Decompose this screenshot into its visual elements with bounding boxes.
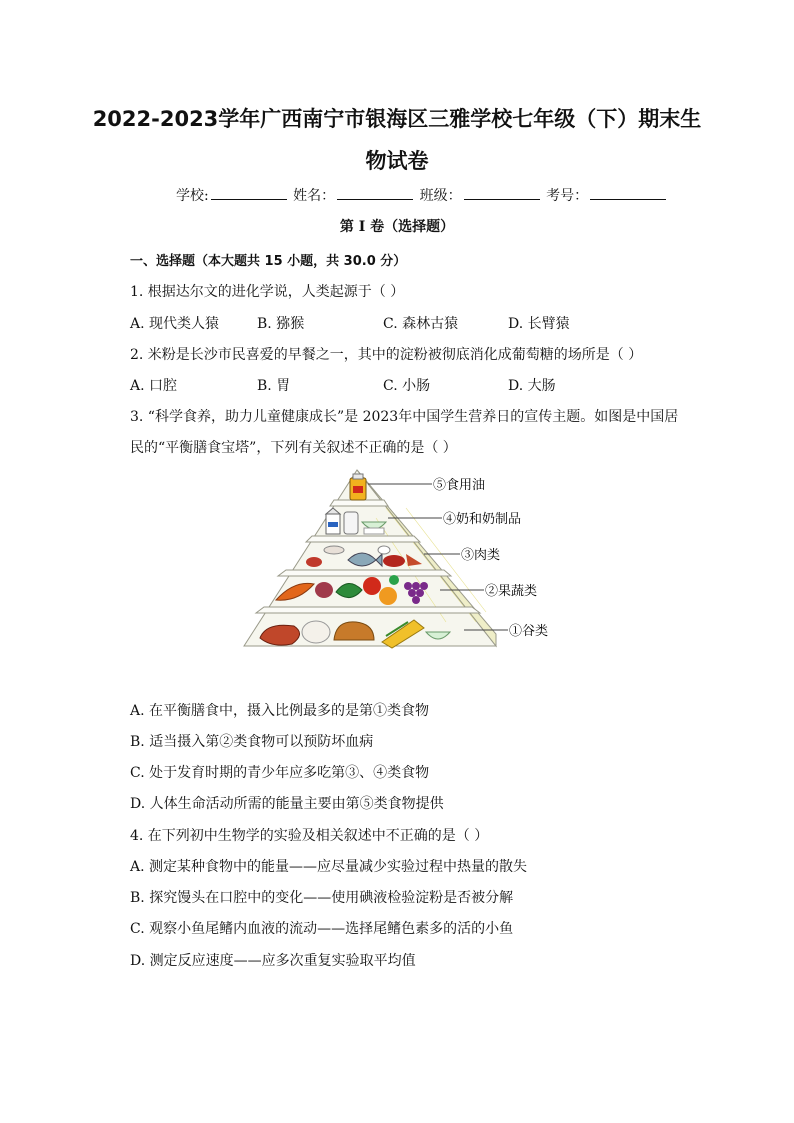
question-1-option-a: A. 现代类人猿 <box>130 316 220 332</box>
name-label: 姓名： <box>293 188 336 204</box>
question-3-option-a: A. 在平衡膳食中，摄入比例最多的是第①类食物 <box>130 703 430 719</box>
food-pyramid-figure <box>236 462 566 658</box>
question-2-option-d: D. 大肠 <box>508 378 556 394</box>
question-4-option-d: D. 测定反应速度——应多次重复实验取平均值 <box>130 953 416 969</box>
exam-title-line-2: 物试卷 <box>365 149 429 173</box>
school-blank <box>211 187 287 200</box>
oil-bottle-icon <box>350 474 366 500</box>
pyramid-label-oil: ⑤食用油 <box>433 478 486 493</box>
section-title: 第 I 卷（选择题） <box>339 219 455 235</box>
question-3-stem-line-2: 民的“平衡膳食宝塔”，下列有关叙述不正确的是（ ） <box>130 440 457 456</box>
question-2-option-b: B. 胃 <box>257 378 291 394</box>
question-2-option-a: A. 口腔 <box>130 378 178 394</box>
pyramid-label-grains: ①谷类 <box>509 624 549 639</box>
question-4-option-c: C. 观察小鱼尾鳍内血液的流动——选择尾鳍色素多的活的小鱼 <box>130 921 514 937</box>
exam-title-line-1: 2022-2023学年广西南宁市银海区三雅学校七年级（下）期末生 <box>92 107 702 131</box>
exam-number-blank <box>590 187 666 200</box>
exam-number-label: 考号： <box>546 188 589 204</box>
class-blank <box>464 187 540 200</box>
pyramid-label-fruit-veg: ②果蔬类 <box>485 584 538 599</box>
question-4-option-a: A. 测定某种食物中的能量——应尽量减少实验过程中热量的散失 <box>130 859 528 875</box>
student-info-row <box>176 185 668 205</box>
part-heading: 一、选择题（本大题共 15 小题，共 30.0 分） <box>130 254 407 269</box>
question-1-option-c: C. 森林古猿 <box>383 316 459 332</box>
class-label: 班级： <box>419 188 462 204</box>
question-3-stem-line-1: 3. “科学食养，助力儿童健康成长”是 2023年中国学生营养日的宣传主题。如图是中国居 <box>130 409 679 425</box>
question-3-option-c: C. 处于发育时期的青少年应多吃第③、④类食物 <box>130 765 430 781</box>
question-1-option-b: B. 猕猴 <box>257 316 305 332</box>
name-blank <box>337 187 413 200</box>
question-3-option-b: B. 适当摄入第②类食物可以预防坏血病 <box>130 734 374 750</box>
question-2-option-c: C. 小肠 <box>383 378 431 394</box>
question-1-stem: 1. 根据达尔文的进化学说，人类起源于（ ） <box>130 284 405 300</box>
school-label: 学校: <box>176 188 209 204</box>
question-1-option-d: D. 长臂猿 <box>508 316 570 332</box>
pyramid-label-meat: ③肉类 <box>461 548 501 563</box>
question-2-stem: 2. 米粉是长沙市民喜爱的早餐之一，其中的淀粉被彻底消化成葡萄糖的场所是（ ） <box>130 347 643 363</box>
pyramid-label-dairy: ④奶和奶制品 <box>443 512 522 527</box>
question-4-option-b: B. 探究馒头在口腔中的变化——使用碘液检验淀粉是否被分解 <box>130 890 514 906</box>
question-4-stem: 4. 在下列初中生物学的实验及相关叙述中不正确的是（ ） <box>130 828 489 844</box>
question-3-option-d: D. 人体生命活动所需的能量主要由第⑤类食物提供 <box>130 796 444 812</box>
